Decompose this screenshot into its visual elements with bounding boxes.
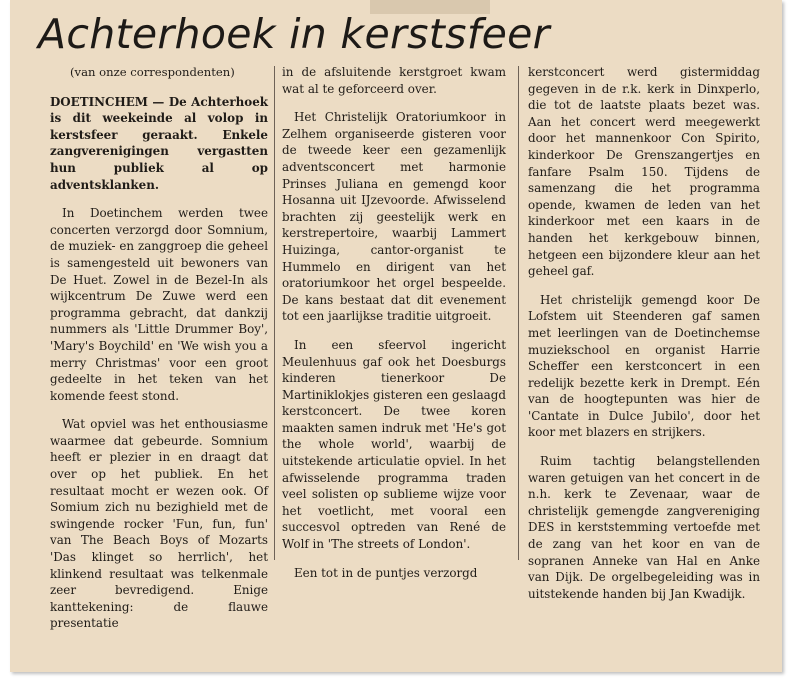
article-column-1	[50, 64, 268, 644]
article-column-3	[528, 64, 760, 614]
column-divider	[518, 66, 519, 560]
article-byline: (van onze correspondenten)	[70, 65, 235, 79]
column-divider	[274, 66, 275, 560]
article-paragraph: kerstconcert werd gistermiddag gegeven in de r.k. kerk in Dinxperlo, die tot de laatste plaats bezet was. Aan het concert werd meegewerkt door het mannenkoor Con Spirito, kinderkoor De Grenszangertjes en fanfare Psalm 150. Tijdens de samenzang die het programma opende, kwamen de leden van het kinderkoor met een kaars in de handen het kerkgebouw binnen, hetgeen een bijzondere kleur aan het geheel gaf.	[528, 65, 760, 279]
article-headline: Achterhoek in kerstsfeer	[38, 10, 550, 58]
article-intro: DOETINCHEM — De Achterhoek is dit weekeinde al volop in kerstsfeer geraakt. Enkele zangverenigingen vergastten hun publiek al op adventsklanken.	[50, 94, 268, 192]
article-paragraph: Het Christelijk Oratoriumkoor in Zelhem organiseerde gisteren voor de tweede keer een gezamenlijk adventsconcert met harmonie Prinses Juliana en gemengd koor Hosanna uit IJzevoorde. Afwisselend brachten zij geestelijk werk en kerstrepertoire, waarbij Lammert Huizinga, cantor-organist te Hummelo en dirigent van het oratoriumkoor het orgel bespeelde. De kans bestaat dat dit evenement tot een jaarlijkse traditie uitgroeit.	[282, 110, 506, 324]
article-paragraph: in de afsluitende kerstgroet kwam wat al te geforceerd over.	[282, 65, 506, 96]
article-paragraph: In een sfeervol ingericht Meulenhuus gaf ook het Doesburgs kinderen tienerkoor De Martiniklokjes gisteren een geslaagd kerstconcert. De twee koren maakten samen indruk met 'He's got the whole world', waarbij de uitstekende articulatie opviel. In het afwisselende programma traden veel solisten op sublieme wijze voor het voetlicht, met vooral een succesvol optreden van René de Wolf in 'The streets of London'.	[282, 337, 506, 552]
article-paragraph: Ruim tachtig belangstellenden waren getuigen van het concert in de n.h. kerk te Zevenaar, waar de christelijk gemengde zangvereniging DES in kerststemming vertoefde met de zang van het koor en van de sopranen Anneke van Hal en Anke van Dijk. De orgelbegeleiding was in uitstekende handen bij Jan Kwadijk.	[528, 454, 760, 601]
article-paragraph: In Doetinchem werden twee concerten verzorgd door Somnium, de muziek- en zanggroep die geheel is samengesteld uit bewoners van De Huet. Zowel in de Bezel-In als wijkcentrum De Zuwe werd een programma gebracht, dat dankzij nummers als 'Little Drummer Boy', 'Mary's Boychild' en 'We wish you a merry Christmas' voor een groot gedeelte in het teken van het komende feest stond.	[50, 206, 268, 403]
article-paragraph: Het christelijk gemengd koor De Lofstem uit Steenderen gaf samen met leerlingen van de Doetinchemse muziekschool en organist Harrie Scheffer een kerstconcert in een redelijk bezette kerk in Drempt. Eén van de hoogtepunten was hier de 'Cantate in Dulce Jubilo', door het koor met blazers en strijkers.	[528, 292, 760, 440]
article-column-2	[282, 64, 506, 593]
article-paragraph: Wat opviel was het enthousiasme waarmee dat gebeurde. Somnium heeft er plezier in en draagt dat over op het publiek. En het resultaat mocht er wezen ook. Of Somium zich nu bezighield met de swingende rocker 'Fun, fun, fun' van The Beach Boys of Mozarts 'Das klinget so herrlich', het klinkend resultaat was telkenmale zeer bevredigend. Enige kanttekening: de flauwe presentatie	[50, 417, 268, 631]
newspaper-clipping	[10, 0, 782, 672]
article-paragraph: Een tot in de puntjes verzorgd	[294, 565, 478, 580]
